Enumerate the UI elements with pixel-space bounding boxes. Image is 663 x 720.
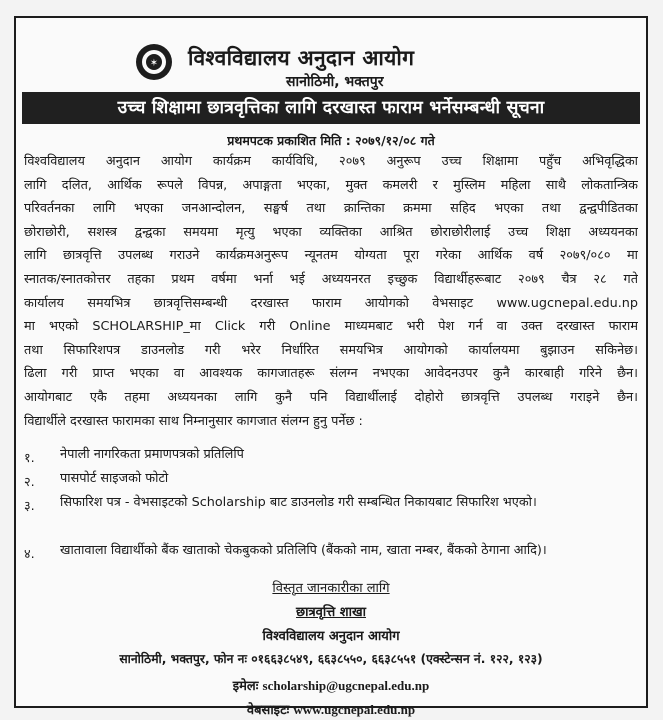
- website-link[interactable]: www.ugcnepal.edu.np: [293, 702, 416, 717]
- body-line: स्नातक/स्नातकोत्तर तहका प्रथम वर्षमा भर्ना भई अध्ययनरत इच्छुक विद्यार्थीहरूबाट २०७९ चैत्र २८ गते: [24, 271, 638, 287]
- body-line: लागि छात्रवृत्ति उपलब्ध गराउने कार्यक्रमअनुरूप न्यूनतम योग्यता पूरा गरेका आर्थिक वर्ष २०७९/०८० मा: [24, 248, 638, 264]
- body-line: आयोगबाट एकै तहमा अध्ययनका लागि कुनै पनि विद्यार्थीलाई दोहोरो छात्रवृत्ति उपलब्ध गराइने छैन।: [24, 389, 638, 405]
- list-item-text: खातावाला विद्यार्थीको बैंक खाताको चेकबुकको प्रतिलिपि (बैंकको नाम, खाता नम्बर, बैंकको ठेगाना आदि)।: [60, 543, 547, 558]
- website-row: [16, 700, 646, 718]
- section-name: छात्रवृत्ति शाखा: [296, 605, 366, 620]
- org-name: विश्वविद्यालय अनुदान आयोग: [188, 46, 415, 70]
- contact-info: सानोठिमी, भक्तपुर, फोन नः ०१६६३८५४९, ६६३८५५०, ६६३८५५१ (एक्स्टेन्सन नं. १२२, १२३): [119, 652, 543, 666]
- list-item-text: पासपोर्ट साइजको फोटो: [60, 471, 169, 486]
- notice-frame: [14, 16, 648, 718]
- body-line: मा भएको SCHOLARSHIP_मा Click गरी Online माध्यमबाट भरी पेश गर्न वा उक्त दरखास्त फाराम: [24, 319, 638, 335]
- notice-title: उच्च शिक्षामा छात्रवृत्तिका लागि दरखास्त फाराम भर्नेसम्बन्धी सूचना: [22, 92, 640, 124]
- body-line: ढिला गरी प्राप्त भएका वा आवश्यक कागजातहरू संलग्न नभएका आवेदनउपर कुनै कारबाही गरिने छैन।: [24, 366, 638, 382]
- svg-text:✶: ✶: [149, 58, 159, 69]
- email-row: [16, 676, 646, 694]
- body-line: तथा सिफारिशपत्र डाउनलोड गरी भरेर निर्धारित समयभित्र आयोगको कार्यालयमा बुझाउन सकिनेछ।: [24, 342, 638, 358]
- notice-body: [24, 150, 638, 433]
- body-line: कार्यालय समयभित्र छात्रवृत्तिसम्बन्धी दरखास्त फाराम आयोगको वेभसाइट www.ugcnepal.edu.np: [24, 295, 638, 311]
- body-line: विश्वविद्यालय अनुदान आयोग कार्यक्रम कार्यविधि, २०७९ अनुरूप उच्च शिक्षामा पहुँच अभिवृद्धिका: [24, 154, 638, 169]
- email-link[interactable]: scholarship@ugcnepal.edu.np: [262, 678, 430, 693]
- org-address: सानोठिमी, भक्तपुर: [286, 74, 384, 90]
- body-line: लागि दलित, आर्थिक रूपले विपन्न, अपाङ्गता भएका, मुक्त कमलरी र मुस्लिम महिला साथै लोकतान्त्रिक: [24, 177, 638, 193]
- list-item-number: ३.: [24, 499, 35, 514]
- notice-header: [16, 28, 646, 98]
- more-info-label: विस्तृत जानकारीका लागि: [272, 581, 390, 596]
- list-item-number: २.: [24, 475, 35, 490]
- list-item-text: नेपाली नागरिकता प्रमाणपत्रको प्रतिलिपि: [60, 447, 244, 462]
- body-line: छोराछोरी, सशस्त्र द्वन्द्वका समयमा मृत्यु भएका व्यक्तिका आश्रित छोराछोरीलाई उच्च शिक्षा अध्ययनका: [24, 224, 638, 240]
- list-item-number: १.: [24, 451, 35, 466]
- ugc-emblem-icon: [134, 42, 174, 82]
- body-line: विद्यार्थीले दरखास्त फारामका साथ निम्नानुसार कागजात संलग्न हुनु पर्नेछ :: [24, 413, 363, 429]
- list-item-text: सिफारिश पत्र - वेभसाइटको Scholarship बाट डाउनलोड गरी सम्बन्धित निकायबाट सिफारिश भएको।: [60, 495, 537, 510]
- footer-org-name: विश्वविद्यालय अनुदान आयोग: [262, 629, 400, 644]
- list-item-number: ४.: [24, 547, 35, 562]
- email-label: इमेलः: [232, 679, 259, 694]
- publish-date: प्रथमपटक प्रकाशित मिति : २०७९/१२/०८ गते: [227, 133, 435, 148]
- website-label: वेबसाइटः: [246, 703, 290, 718]
- body-line: परिवर्तनका लागि भएका जनआन्दोलन, सङ्घर्ष तथा क्रान्तिका क्रममा सहिद भएका तथा द्वन्द्वपीडितका: [24, 201, 638, 217]
